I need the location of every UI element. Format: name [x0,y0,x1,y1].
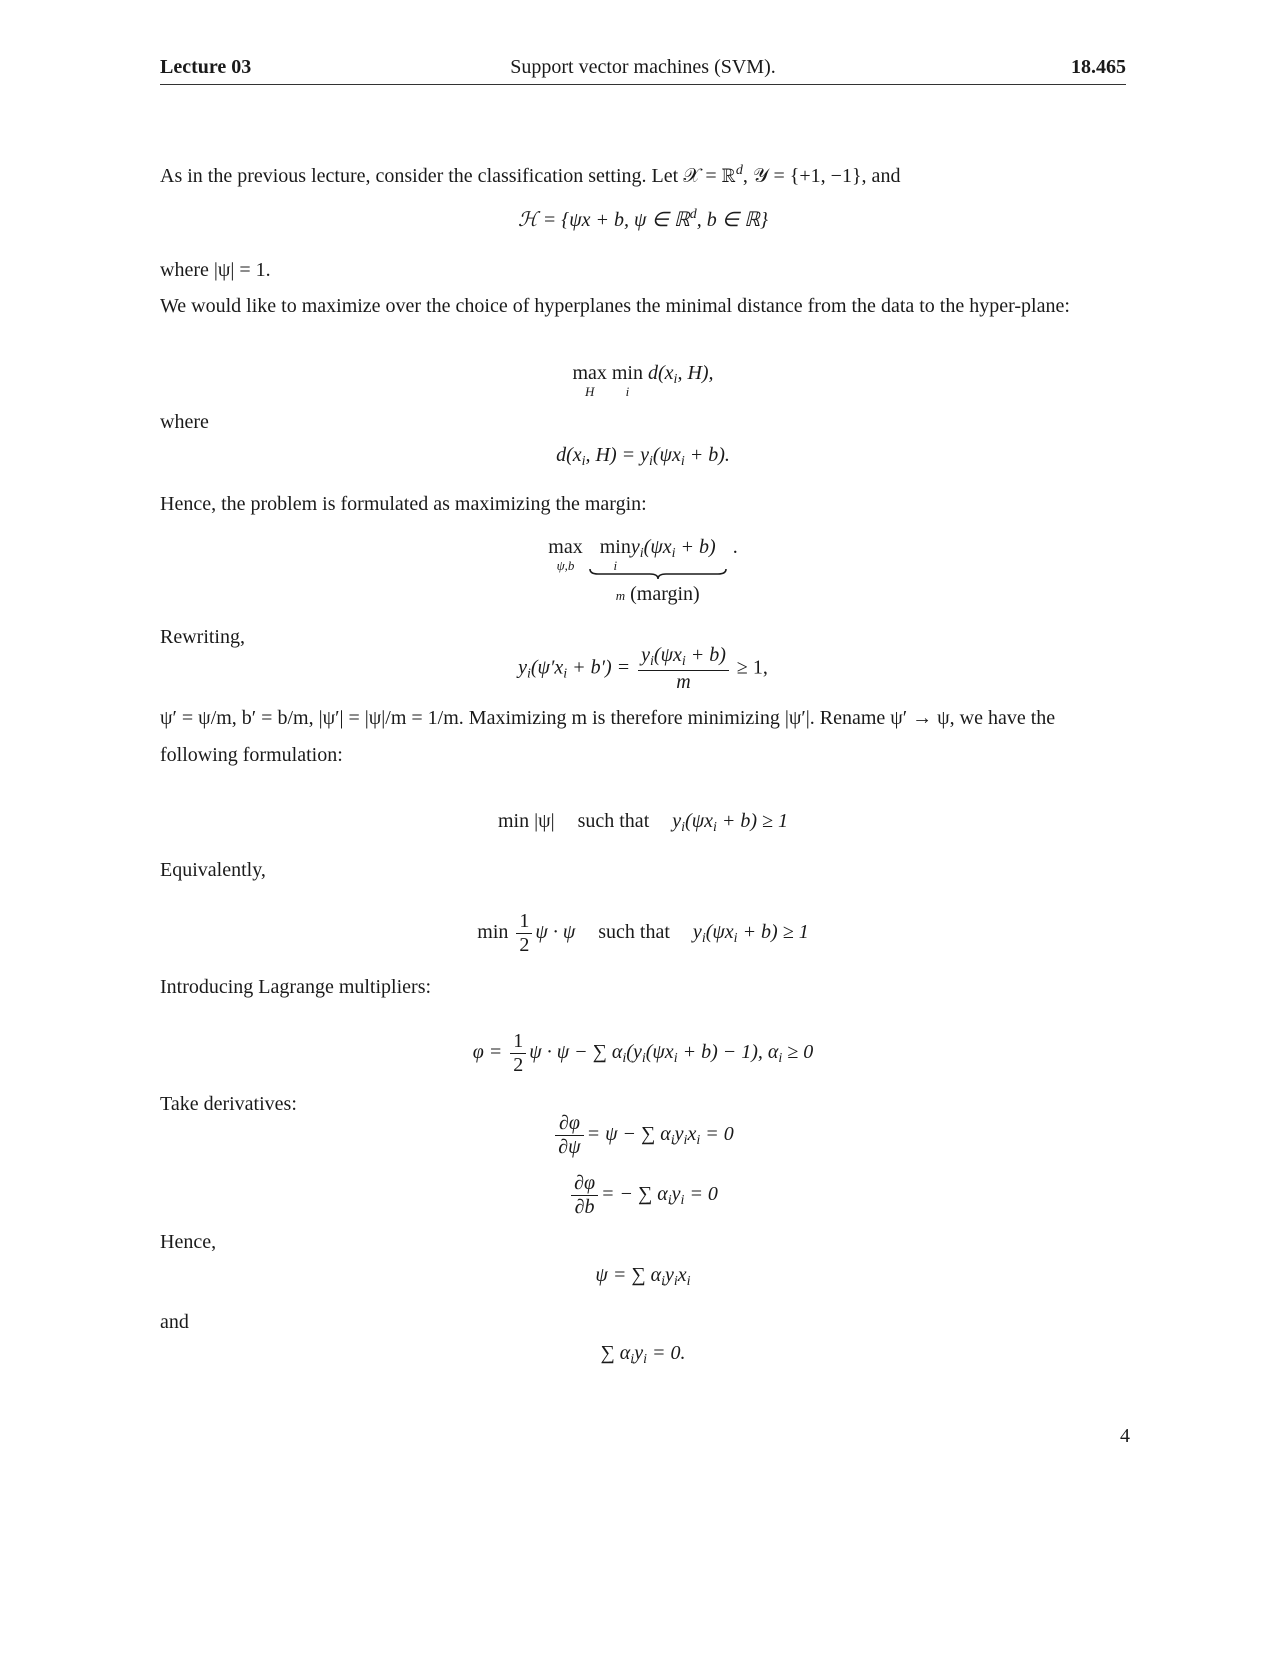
eq3-d: + b). [684,444,730,466]
eq4-max-limit: ψ,b [556,558,575,573]
eq6-right: y [672,810,682,832]
eq6-sub: i [681,820,686,835]
eq5-lhs-sub: i [526,666,531,682]
eq6-sub2: i [713,820,717,835]
eq7-denominator: 2 [519,934,530,956]
equation-min-norm [160,810,1126,836]
header-title: Support vector machines (SVM). [510,56,776,78]
intro-text: As in the previous lecture, consider the classification setting. Let 𝒳 = ℝ [160,165,736,187]
eq12-body: ∑ α [600,1342,631,1364]
eq2-max-op [572,362,606,399]
eq5-num-sub2: i [681,654,686,669]
eq9-sub3: i [696,1133,701,1149]
eq6-such-that: such that [577,810,650,832]
equation-hypothesis-class [160,207,1126,232]
eq2-min: min [611,362,643,384]
eq2-min-limit: i [625,384,630,399]
paragraph-where-norm: where |ψ| = 1. [160,259,271,281]
eq1-sup: d [689,207,697,222]
eq10-sub2: i [680,1193,685,1209]
eq2-max-limit: H [584,384,595,399]
paragraph-hence: Hence, [160,1231,217,1253]
eq8-sub3: i [673,1051,678,1067]
eq8-numerator: 1 [510,1030,526,1054]
eq9-mid2: x [687,1123,697,1146]
eq8-sub2: i [641,1051,646,1067]
eq4-sub2: i [671,546,676,561]
eq2-tail: , H), [677,362,714,384]
eq2-sub: i [673,372,678,387]
eq7-end: + b) ≥ 1 [737,921,809,944]
eq4-body: y [630,536,640,558]
eq4-brace-text: (margin) [625,583,700,605]
eq7-min: min [477,921,509,944]
paragraph-lagrange: Introducing Lagrange multipliers: [160,976,432,998]
eq5-numerator [638,644,729,671]
eq5-lhs-rest: (ψ′x [530,656,564,679]
eq11-sub: i [661,1274,665,1289]
eq2-min-op [612,362,643,399]
eq5-num-a: y [641,644,651,666]
eq10-mid: y [671,1183,681,1206]
header-lecture: Lecture 03 [160,56,252,78]
equation-derivative-b [160,1172,1126,1219]
eq12-sub: i [630,1352,635,1367]
eq8-fraction [510,1030,526,1077]
eq5-fraction [638,644,729,694]
eq5-num-c: + b) [685,644,726,666]
eq8-denominator: 2 [513,1054,524,1076]
eq4-min: min [599,536,631,558]
eq5-num-b: (ψx [653,644,682,666]
paragraph-equivalently: Equivalently, [160,859,266,881]
running-header [160,56,1126,85]
eq6-left: min |ψ| [497,810,555,832]
eq6-rest: (ψx [685,810,713,832]
eq8-lhs: φ = [472,1041,503,1064]
eq4-min-op [600,536,631,573]
eq9-body: = ψ − ∑ α [586,1123,671,1146]
eq1-pre: ℋ = {ψx + b, ψ ∈ ℝ [517,209,690,231]
eq9-fraction [555,1112,583,1159]
eq10-sub: i [667,1193,672,1209]
eq7-right: y [692,921,702,944]
eq5-denominator: m [676,671,691,693]
paragraph-rename: ψ′ = ψ/m, b′ = b/m, |ψ′| = |ψ|/m = 1/m. Maximizing m is therefore minimizing |ψ′|. Rename ψ′ → ψ, we have the following formulation: [160,707,1056,766]
eq8-sub4: i [778,1051,783,1067]
intro-text-rest: , 𝒴 = {+1, −1}, and [742,165,901,187]
eq7-sub: i [701,931,706,947]
eq11-sub2: i [673,1274,678,1289]
header-course-number: 18.465 [1071,56,1126,78]
eq11-mid: y [665,1264,674,1286]
eq4-max-op [548,536,582,573]
eq1-post: , b ∈ ℝ} [696,209,768,231]
equation-maxmin-distance [160,362,1126,399]
eq3-sub3: i [680,454,685,469]
eq12-mid: y [634,1342,644,1364]
eq7-sub2: i [733,931,738,947]
eq9-denominator: ∂ψ [558,1136,581,1158]
eq4-end: + b) [675,536,716,558]
eq3-sub2: i [649,454,653,469]
paragraph-rewriting: Rewriting, [160,626,245,648]
paragraph-and: and [160,1311,189,1333]
eq4-sub: i [639,546,644,561]
paragraph-intro [160,152,1126,195]
eq9-end: = 0 [700,1123,734,1146]
equation-derivative-psi [160,1112,1126,1159]
eq9-sub: i [670,1133,675,1149]
intro-superscript: d [735,163,743,178]
eq11-sub3: i [686,1274,691,1289]
eq8-rest: (y [626,1041,642,1064]
eq5-rhs: ≥ 1, [736,656,768,679]
eq10-fraction [571,1172,598,1219]
eq6-end: + b) ≥ 1 [716,810,789,832]
paragraph-where: where [160,411,209,433]
eq12-end: = 0. [646,1342,686,1364]
eq8-sub: i [622,1051,627,1067]
eq4-max: max [548,536,583,558]
eq5-num-sub: i [650,654,654,669]
eq8-end: + b) − 1), α [677,1041,779,1064]
eq4-brace-label [588,583,728,606]
eq8-final: ≥ 0 [782,1041,814,1064]
equation-psi-solution [160,1264,1126,1290]
eq4-min-limit: i [613,558,618,573]
eq5-lhs-sub2: i [563,666,568,682]
page-number: 4 [1120,1425,1130,1447]
eq3-c: (ψx [652,444,681,466]
eq8-body: ψ · ψ − ∑ α [529,1041,623,1064]
eq3-a: d(x [556,444,582,466]
paragraph-derivatives: Take derivatives: [160,1093,297,1115]
eq7-rest: (ψx [705,921,734,944]
eq9-sub2: i [683,1133,688,1149]
equation-distance-def [160,444,1126,470]
eq10-end: = 0 [684,1183,718,1206]
eq2-max: max [572,362,607,384]
eq10-body: = − ∑ α [601,1183,668,1206]
eq4-underbrace-group [588,536,728,606]
eq7-body: ψ · ψ [535,921,576,944]
eq11-mid2: x [677,1264,687,1286]
eq4-period: . [732,536,738,558]
paragraph-maximize: We would like to maximize over the choice of hyperplanes the minimal distance from the data to the hyper-plane: [160,295,1070,317]
eq5-lhs: y [518,656,527,679]
eq10-denominator: ∂b [574,1196,595,1218]
eq4-brace-m: m [615,588,626,603]
paragraph-margin: Hence, the problem is formulated as maximizing the margin: [160,493,647,515]
eq3-sub1: i [581,454,586,469]
eq4-tail: (ψx [643,536,672,558]
equation-lagrangian [160,1030,1126,1077]
eq7-numerator: 1 [516,910,532,934]
eq8-rest2: (ψx [645,1041,674,1064]
equation-margin-maxmin [160,536,1126,606]
eq7-fraction [516,910,532,957]
eq5-lhs-end: + b′) = [567,656,631,679]
equation-half-norm [160,910,1126,957]
eq7-such-that: such that [598,921,670,944]
eq11-body: ψ = ∑ α [595,1264,662,1286]
eq12-sub2: i [643,1352,647,1367]
equation-alpha-y-sum [160,1342,1126,1368]
equation-rescaled-constraint [160,644,1126,694]
eq9-mid: y [674,1123,684,1146]
eq3-b: , H) = y [585,444,649,466]
eq9-numerator: ∂φ [555,1112,583,1136]
eq10-numerator: ∂φ [571,1172,598,1196]
eq2-body: d(x [648,362,674,384]
